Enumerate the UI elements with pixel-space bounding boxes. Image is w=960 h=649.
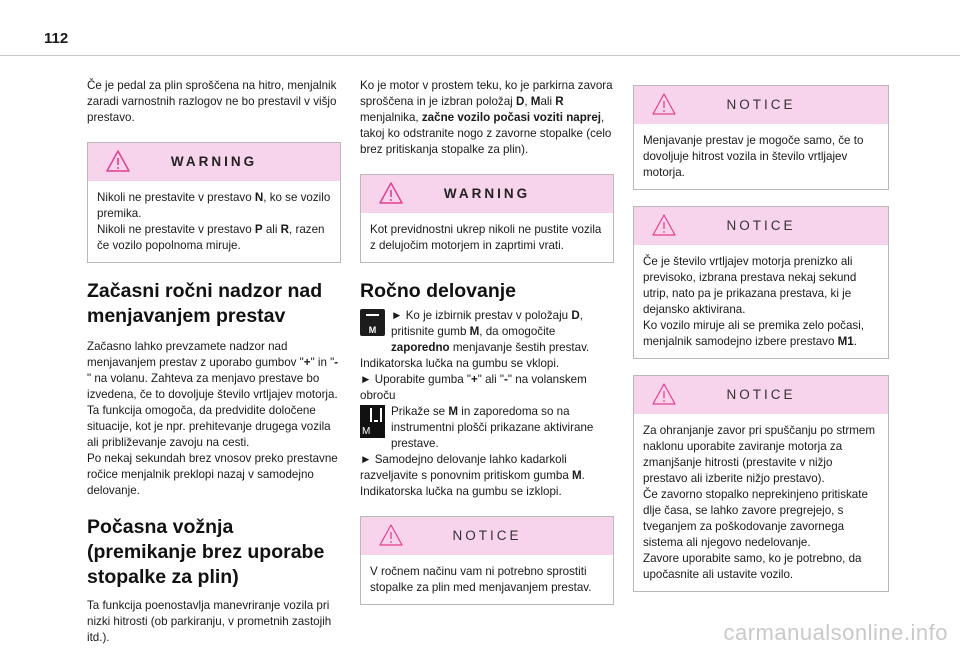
notice-text: Če zavorno stopalko neprekinjeno pritiskate dlje časa, se lahko zavore pregrejejo, s tveganjem za poškodovanje zavornega sistema ali njegovo nedelovanje. xyxy=(643,488,868,549)
warning-triangle-icon xyxy=(106,150,130,172)
notice-title: NOTICE xyxy=(452,528,522,543)
warning-triangle-icon xyxy=(379,182,403,204)
notice-body xyxy=(634,245,888,358)
notice-triangle-icon xyxy=(652,93,676,115)
notice-text: Če je število vrtljajev motorja prenizko ali previsoko, izbrana prestava nekaj sekund utrip, nato pa je prikazana prestava, ki je dejansko aktivirana. xyxy=(643,255,857,316)
step-text: ► Uporabite gumba "+" ali "-" na volanskem obroču xyxy=(360,373,587,402)
notice-text: Menjavanje prestav je mogoče samo, če to dovoljuje hitrost vozila in število vrtljajev motorja. xyxy=(643,134,864,179)
notice-triangle-icon xyxy=(652,383,676,405)
m-button-icon: M xyxy=(360,309,385,336)
column-3 xyxy=(633,85,889,608)
notice-box xyxy=(633,206,889,359)
section-paragraph: Začasno lahko prevzamete nadzor nad menjavanjem prestav z uporabo gumbov "+" in "-" na volanu. Zahteva za menjavo prestave bo izvedena, če to dovoljuje število vrtljajev motorja. xyxy=(87,340,339,401)
warning-body xyxy=(361,213,613,262)
notice-box xyxy=(360,516,614,605)
notice-header xyxy=(634,376,888,414)
gear-display-icon: M xyxy=(360,405,385,438)
section-heading: Začasni ročni nadzor nad menjavanjem prestav xyxy=(87,280,323,327)
step-text: Indikatorska lučka na gumbu se izklopi. xyxy=(360,485,562,498)
warning-box xyxy=(87,142,341,263)
section-paragraph: Ta funkcija omogoča, da predvidite določene situacije, kot je npr. prehitevanje drugega vozila ali približevanje zavoju na cesti. xyxy=(87,404,331,449)
section-heading: Ročno delovanje xyxy=(360,280,517,302)
step-text: ► Samodejno delovanje lahko kadarkoli razveljavite s ponovnim pritiskom gumba M. xyxy=(360,453,585,482)
column-2 xyxy=(360,78,614,621)
notice-body xyxy=(634,414,888,591)
step-text: ► Ko je izbirnik prestav v položaju D, pritisnite gumb M, da omogočite zaporedno menjavanje šestih prestav. xyxy=(391,309,590,354)
site-watermark: carmanualsonline.info xyxy=(723,620,948,645)
warning-text: Kot previdnostni ukrep nikoli ne pustite vozila z delujočim motorjem in zaprtimi vrati. xyxy=(370,223,602,252)
warning-body xyxy=(88,181,340,262)
warning-line: Nikoli ne prestavite v prestavo P ali R, razen če vozilo popolnoma miruje. xyxy=(97,223,325,252)
notice-text: Za ohranjanje zavor pri spuščanju po strmem naklonu uporabite zaviranje motorja za zmanjšanje hitrosti (prestavite v nižjo prestavo ali izberite nižjo prestavo). xyxy=(643,424,875,485)
step-with-badge xyxy=(360,308,614,356)
intro-paragraph: Če je pedal za plin sproščena na hitro, menjalnik zaradi varnostnih razlogov ne bo prestavil v višjo prestavo. xyxy=(87,79,337,124)
notice-header xyxy=(361,517,613,555)
warning-header xyxy=(88,143,340,181)
notice-box xyxy=(633,85,889,190)
warning-line: Nikoli ne prestavite v prestavo N, ko se vozilo premika. xyxy=(97,191,331,220)
notice-title: NOTICE xyxy=(726,97,796,112)
notice-header xyxy=(634,86,888,124)
section-paragraph: Ta funkcija poenostavlja manevriranje vozila pri nizki hitrosti (ob parkiranju, v prometnih zastojih itd.). xyxy=(87,599,332,644)
warning-title: WARNING xyxy=(443,186,531,201)
notice-body xyxy=(634,124,888,189)
intro-paragraph: Ko je motor v prostem teku, ko je parkirna zavora sproščena in je izbran položaj D, Mali R menjalnika, začne vozilo počasi voziti naprej, takoj ko odstranite nogo z zavorne stopalke (celo brez pritiskanja stopalke za plin). xyxy=(360,79,613,156)
notice-text: Ko vozilo miruje ali se premika zelo počasi, menjalnik samodejno izbere prestavo M1. xyxy=(643,319,865,348)
notice-triangle-icon xyxy=(652,214,676,236)
warning-box xyxy=(360,174,614,263)
notice-body xyxy=(361,555,613,604)
notice-header xyxy=(634,207,888,245)
notice-triangle-icon xyxy=(379,524,403,546)
warning-header xyxy=(361,175,613,213)
notice-text: Zavore uporabite samo, ko je potrebno, da upočasnite ali ustavite vozilo. xyxy=(643,552,862,581)
notice-title: NOTICE xyxy=(726,387,796,402)
notice-box xyxy=(633,375,889,592)
header-rule xyxy=(0,55,960,56)
notice-title: NOTICE xyxy=(726,218,796,233)
step-text: Indikatorska lučka na gumbu se vklopi. xyxy=(360,357,560,370)
section-paragraph: Po nekaj sekundah brez vnosov preko prestavne ročice menjalnik preklopi nazaj v samodejno delovanje. xyxy=(87,452,338,497)
section-heading: Počasna vožnja (premikanje brez uporabe stopalke za plin) xyxy=(87,516,325,588)
step-with-badge xyxy=(360,404,614,452)
page-number: 112 xyxy=(44,30,69,47)
notice-text: V ročnem načinu vam ni potrebno sprostiti stopalke za plin med menjavanjem prestav. xyxy=(370,565,592,594)
warning-title: WARNING xyxy=(170,154,258,169)
step-text: Prikaže se M in zaporedoma so na instrumentni plošči prikazane aktivirane prestave. xyxy=(391,405,594,450)
column-1 xyxy=(87,78,341,646)
